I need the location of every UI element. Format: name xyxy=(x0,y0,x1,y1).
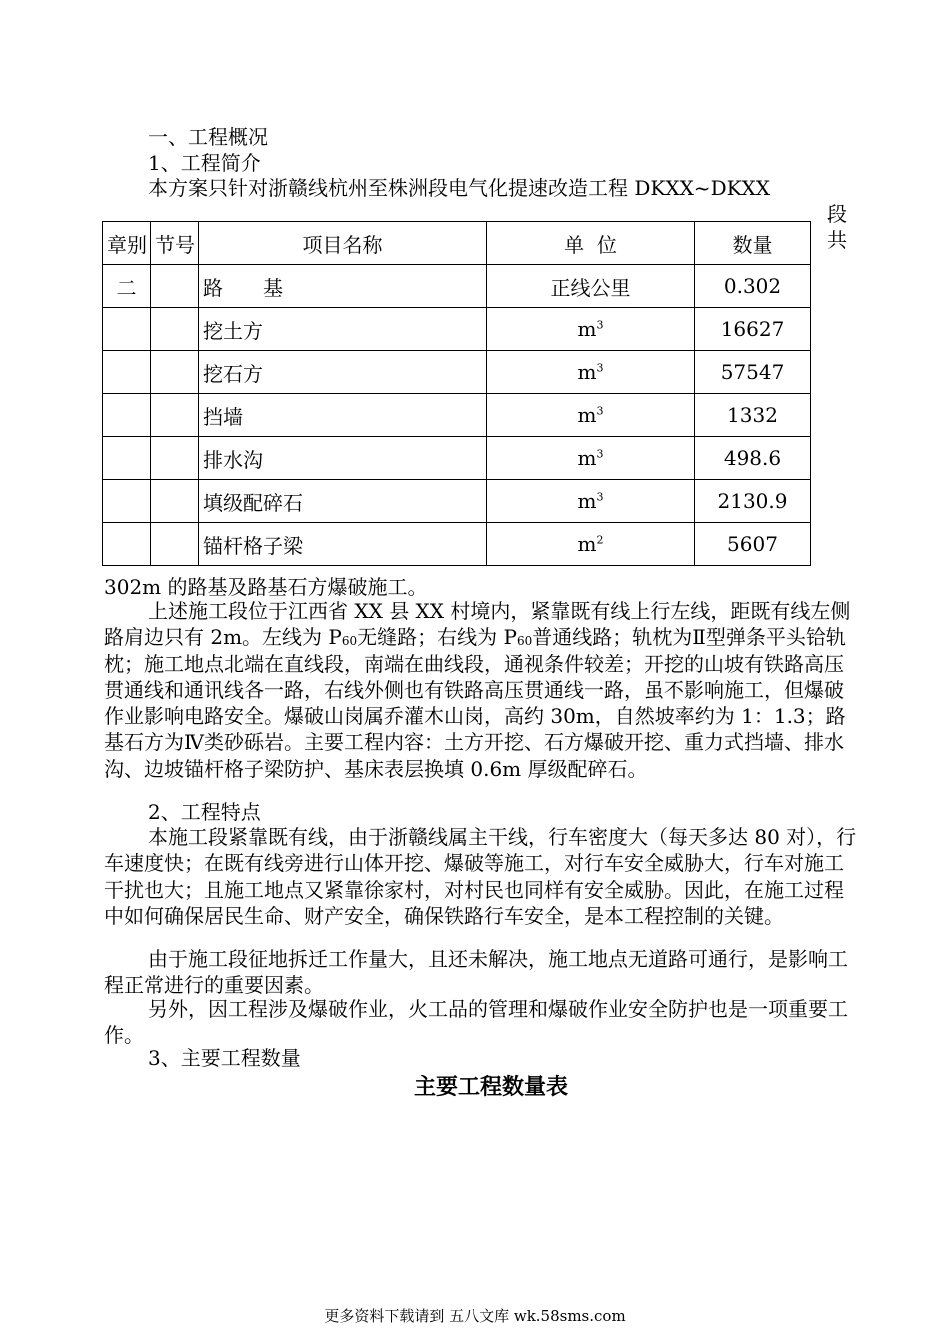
header-quantity: 数量 xyxy=(695,222,811,265)
cell-chapter xyxy=(103,308,151,351)
header-section: 节号 xyxy=(151,222,199,265)
cell-section xyxy=(151,437,199,480)
explosives-paragraph: 另外，因工程涉及爆破作业，火工品的管理和爆破作业安全防护也是一项重要工作。 xyxy=(104,997,848,1048)
subsection-heading-features: 2、工程特点 xyxy=(148,800,261,824)
subsection-heading-quantities: 3、主要工程数量 xyxy=(148,1046,301,1070)
table-row xyxy=(103,351,811,394)
cell-item-name: 挖石方 xyxy=(199,351,487,394)
cell-section xyxy=(151,523,199,566)
cell-quantity: 498.6 xyxy=(695,437,811,480)
cell-chapter xyxy=(103,351,151,394)
intro-side-char-2: 共 xyxy=(827,228,847,252)
cell-quantity: 2130.9 xyxy=(695,480,811,523)
cell-unit: $m^3$ xyxy=(487,480,695,523)
cell-section xyxy=(151,480,199,523)
cell-unit: $m^3$ xyxy=(487,394,695,437)
table-row xyxy=(103,308,811,351)
cell-unit: 正线公里 xyxy=(487,265,695,308)
cell-quantity: 16627 xyxy=(695,308,811,351)
intro-paragraph-line: 本方案只针对浙赣线杭州至株洲段电气化提速改造工程 DKXX~DKXX xyxy=(148,176,771,200)
cell-unit: $m^3$ xyxy=(487,437,695,480)
header-unit: 单 位 xyxy=(487,222,695,265)
table-row xyxy=(103,265,811,308)
cell-quantity: 57547 xyxy=(695,351,811,394)
cell-chapter xyxy=(103,480,151,523)
cell-section xyxy=(151,351,199,394)
cell-item-name: 排水沟 xyxy=(199,437,487,480)
cell-unit: $m^3$ xyxy=(487,351,695,394)
cell-item-name: 路基 xyxy=(199,265,487,308)
cell-unit: $m^3$ xyxy=(487,308,695,351)
cell-item-name: 挖土方 xyxy=(199,308,487,351)
cell-quantity: 0.302 xyxy=(695,265,811,308)
table-row xyxy=(103,523,811,566)
location-paragraph: 上述施工段位于江西省 XX 县 XX 村境内，紧靠既有线上行左线，距既有线左侧路肩边只有 2m。左线为 $P_{60}$无缝路；右线为 $P_{60}$普通线路；轨枕为Ⅱ型弹条平头铪轨枕；施工地点北端在直线段，南端在曲线段，通视条件较差；开挖的山坡有铁路高压贯通线和通讯线各一路，右线外侧也有铁路高压贯通线一路，虽不影响施工，但爆破作业影响电路安全。爆破山岗属乔灌木山岗，高约 30m，自然坡率约为 1：1.3；路基石方为Ⅳ类砂砾岩。主要工程内容：土方开挖、石方爆破开挖、重力式挡墙、排水沟、边坡锚杆格子梁防护、基床表层换填 0.6m 厚级配碎石。 xyxy=(104,599,851,781)
section-heading-overview: 一、工程概况 xyxy=(148,125,268,149)
cell-unit: $m^2$ xyxy=(487,523,695,566)
table-row xyxy=(103,480,811,523)
table-row xyxy=(103,394,811,437)
page-footer: 更多资料下载请到 五八文库 wk.58sms.com xyxy=(324,1307,626,1325)
cell-quantity: 1332 xyxy=(695,394,811,437)
cell-section xyxy=(151,308,199,351)
features-paragraph: 本施工段紧靠既有线，由于浙赣线属主干线，行车密度大（每天多达 80 对），行车速度快；在既有线旁进行山体开挖、爆破等施工，对行车安全威胁大，行车对施工干扰也大；且施工地点又紧靠徐家村，对村民也同样有安全威胁。因此，在施工过程中如何确保居民生命、财产安全，确保铁路行车安全，是本工程控制的关键。 xyxy=(104,825,857,928)
table-title: 主要工程数量表 xyxy=(413,1075,568,1100)
cell-section xyxy=(151,394,199,437)
cell-chapter: 二 xyxy=(103,265,151,308)
table-header-row xyxy=(103,222,811,265)
cell-item-name: 填级配碎石 xyxy=(199,480,487,523)
cell-chapter xyxy=(103,437,151,480)
header-item-name: 项目名称 xyxy=(199,222,487,265)
subsection-heading-intro: 1、工程简介 xyxy=(148,151,261,175)
cell-item-name: 挡墙 xyxy=(199,394,487,437)
cell-chapter xyxy=(103,523,151,566)
demolition-paragraph: 由于施工段征地拆迁工作量大，且还未解决，施工地点无道路可通行，是影响工程正常进行的重要因素。 xyxy=(104,947,848,998)
cell-item-name: 锚杆格子梁 xyxy=(199,523,487,566)
table-row xyxy=(103,437,811,480)
cell-quantity: 5607 xyxy=(695,523,811,566)
intro-paragraph-continued: 302m 的路基及路基石方爆破施工。 xyxy=(104,575,428,599)
header-chapter: 章别 xyxy=(103,222,151,265)
cell-chapter xyxy=(103,394,151,437)
cell-section xyxy=(151,265,199,308)
quantity-table xyxy=(102,221,811,566)
intro-side-char-1: 段 xyxy=(827,202,847,226)
